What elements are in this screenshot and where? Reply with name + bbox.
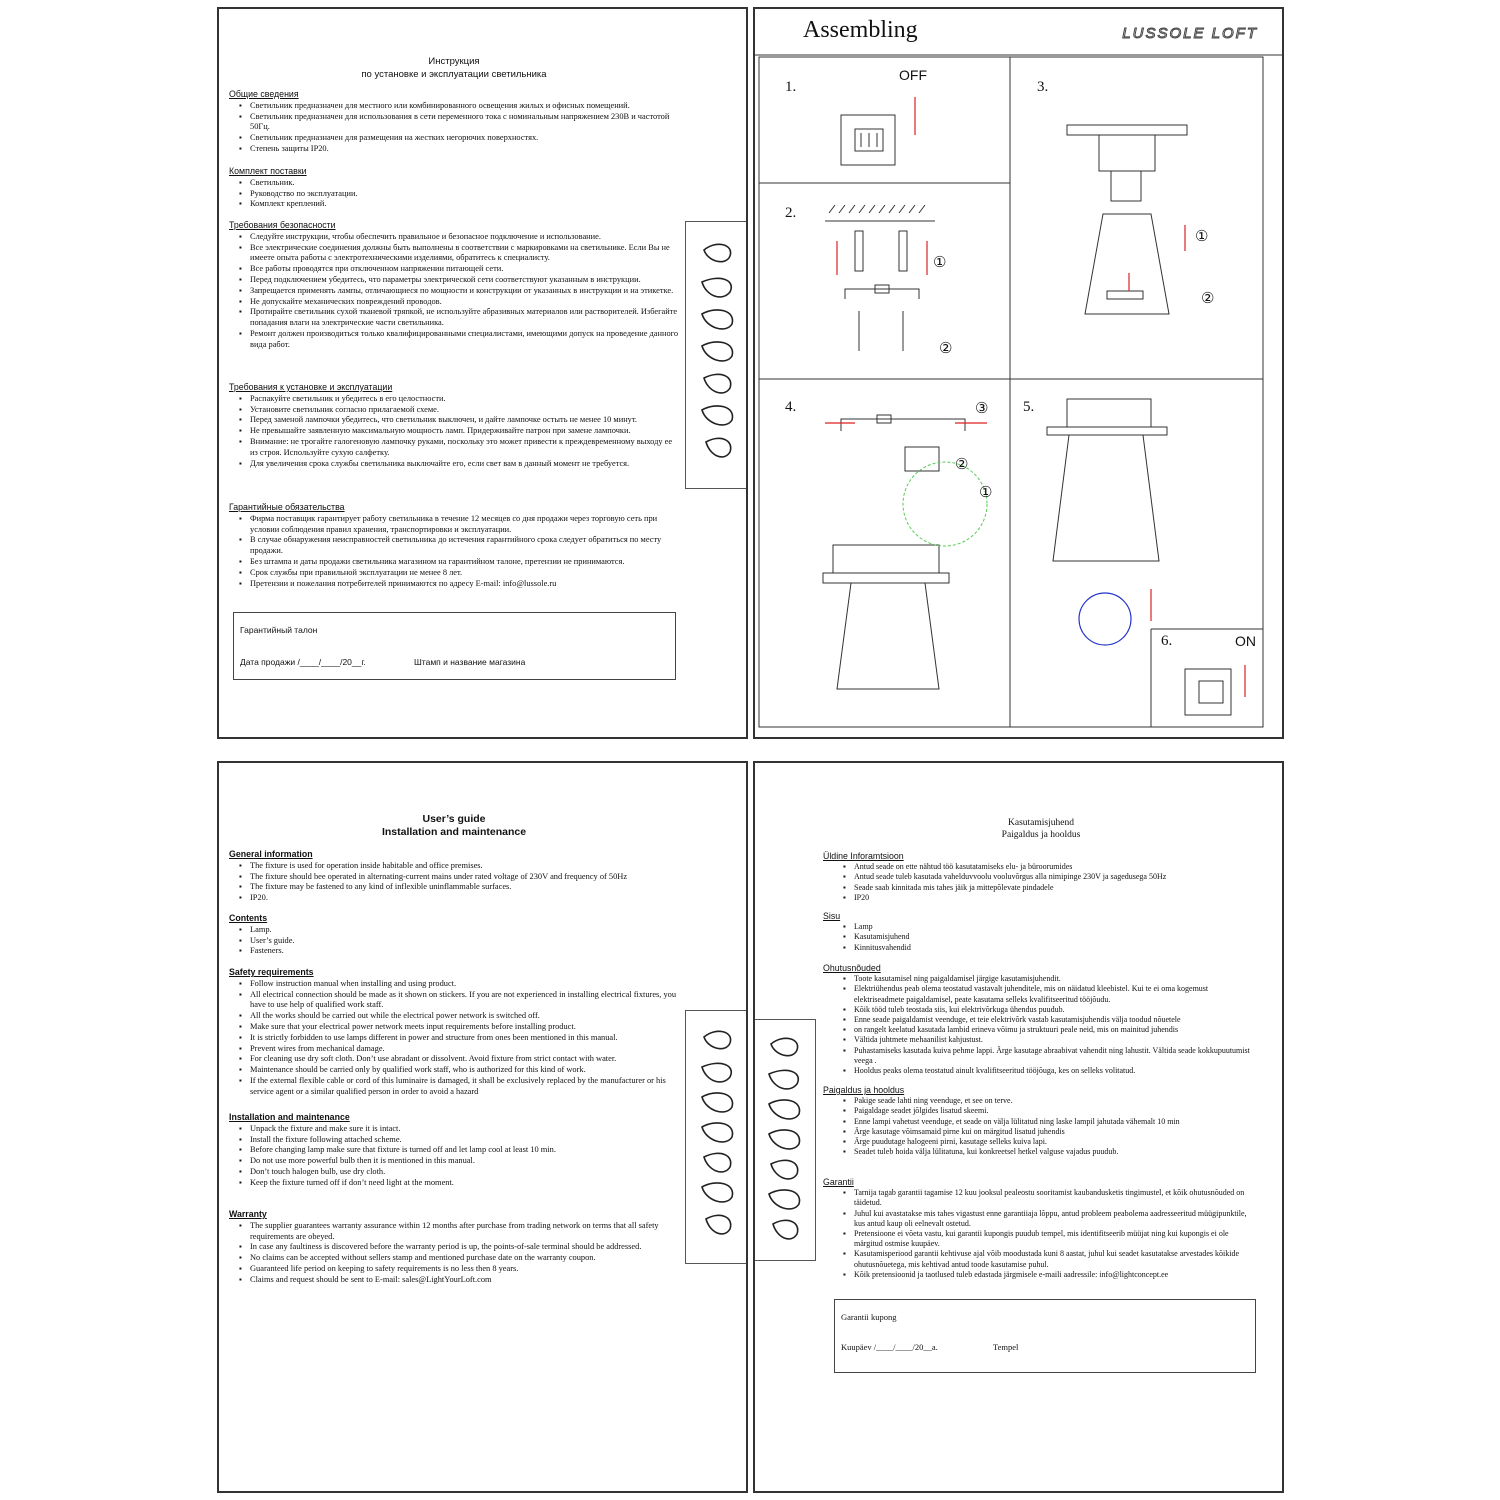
list-item: ▪ Seadet tuleb hoida välja lülitatuna, kui konkreetsel hetkel valguse vajadus puudub. — [843, 1147, 1253, 1157]
et-warranty-coupon — [834, 1299, 1256, 1373]
list-item: ▪ Make sure that your electrical power network meets input requirements before installing product. — [239, 1022, 681, 1033]
list-item: ▪ Перед подключением убедитесь, что параметры электрической сети соответствуют указанным в инструкции. — [239, 275, 681, 286]
list-item: ▪ Ärge puudutage halogeeni pirni, kasutage selleks kuiva lapi. — [843, 1137, 1253, 1147]
brand-logo: LUSSOLE LOFT — [1122, 25, 1258, 42]
list-item: ▪ The fixture should bee operated in alternating-current mains under rated voltage of 230V and frequency of 50Hz — [239, 872, 681, 883]
ru-section-heading: Общие сведения — [229, 89, 299, 99]
list-item: ▪ Pakige seade lahti ning veenduge, et see on terve. — [843, 1096, 1253, 1106]
list-item: ▪ Перед заменой лампочки убедитесь, что светильник выключен, и дайте лампочке остыть не менее 10 минут. — [239, 415, 681, 426]
list-item: ▪ Unpack the fixture and make sure it is intact. — [239, 1124, 681, 1135]
circled-number: ① — [1195, 229, 1209, 245]
list-item: ▪ Puhastamiseks kasutada kuiva pehme lappi. Ärge kasutage abraabivat vahendit ning lahustit. Vältida seade kokkupuutumist veega . — [843, 1046, 1253, 1066]
step-4-label: 4. — [785, 399, 797, 415]
et-section-heading: Ohutusnõuded — [823, 963, 881, 973]
list-item: ▪ Toote kasutamisel ning paigaldamisel järgige kasutamisjuhendit. — [843, 974, 1253, 984]
et-section-safety — [823, 963, 1253, 1076]
list-item: ▪ Все работы проводятся при отключенном напряжении питающей сети. — [239, 264, 681, 275]
list-item: ▪ Для увеличения срока службы светильника выключайте его, если свет вам в данный момент не требуется. — [239, 459, 681, 470]
et-section-install — [823, 1085, 1253, 1157]
list-item: ▪ User’s guide. — [239, 936, 681, 947]
step-5-label: 5. — [1023, 399, 1035, 415]
list-item: ▪ Светильник предназначен для размещения на жестких негорючих поверхностях. — [239, 133, 681, 144]
ru-section-general — [229, 89, 681, 155]
list-item: ▪ Kasutamisjuhend — [843, 932, 1253, 942]
list-item: ▪ Paigaldage seadet jõlgides lisatud skeemi. — [843, 1106, 1253, 1116]
list-item: ▪ Tarnija tagab garantii tagamise 12 kuu jooksul pealeostu sooritamist kaubandusketis tingimustel, et kõik ohutusnõuded on täidetud. — [843, 1188, 1253, 1208]
list-item: ▪ Ärge kasutage võimsamaid pirne kui on märgitud lisatud juhendis — [843, 1127, 1253, 1137]
list-item: ▪ Pretensioone ei võeta vastu, kui garantii kupongis puudub tempel, mis identifitseerib müüjat ning kui kupongis ei ole märgitud ostmise kuupäev. — [843, 1229, 1253, 1249]
list-item: ▪ Lamp — [843, 922, 1253, 932]
russian-manual-page — [217, 7, 748, 739]
lussole-logo-vertical — [685, 221, 748, 489]
circled-number: ② — [1201, 291, 1215, 307]
list-item: ▪ Enne lampi vahetust veenduge, et seade on välja lülitatud ning laske lampil jahutada vähemalt 10 min — [843, 1117, 1253, 1127]
en-section-install — [229, 1112, 681, 1189]
list-item: ▪ Установите светильник согласно прилагаемой схеме. — [239, 405, 681, 416]
assembly-diagram — [755, 9, 1282, 737]
ru-section-contents — [229, 166, 681, 210]
lussole-logo-vertical — [685, 1010, 748, 1264]
ru-section-install — [229, 382, 681, 469]
coupon-title: Garantii kupong — [841, 1312, 897, 1322]
ru-section-heading: Комплект поставки — [229, 166, 307, 176]
list-item: ▪ Enne seade paigaldamist veenduge, et teie elektrivõrk vastab kasutamisjuhendis välja toodud nõuetele — [843, 1015, 1253, 1025]
list-item: ▪ Lamp. — [239, 925, 681, 936]
et-section-heading: Garantii — [823, 1177, 854, 1187]
list-item: ▪ Ремонт должен производиться только квалифицированными специалистами, имеющими допуск на проведение данного вида работ. — [239, 329, 681, 351]
en-subtitle: Installation and maintenance — [381, 826, 527, 838]
et-title: Kasutamisjuhend — [1008, 818, 1074, 828]
list-item: ▪ Следуйте инструкции, чтобы обеспечить правильное и безопасное подключение и использование. — [239, 232, 681, 243]
et-section-contents — [823, 911, 1253, 953]
circled-number: ② — [955, 457, 969, 473]
ru-section-heading: Гарантийные обязательства — [229, 502, 345, 512]
circled-number: ③ — [975, 401, 989, 417]
en-section-heading: Warranty — [229, 1209, 267, 1219]
list-item: ▪ Комплект креплений. — [239, 199, 681, 210]
et-section-heading: Üldine Inforamtsioon — [823, 851, 904, 861]
circled-number: ② — [939, 341, 953, 357]
list-item: ▪ Elektriühendus peab olema teostatud vastavalt juhenditele, mis on näidatud kleebistel. Kui te ei oma kogemust elektriseadmete paigaldamisel, peate kasutama selleks kvalifitseeritud tööjõudu. — [843, 984, 1253, 1004]
english-manual-page — [217, 761, 748, 1493]
list-item: ▪ Follow instruction manual when installing and using product. — [239, 979, 681, 990]
list-item: ▪ Antud seade on ette nähtud töö kasutatamiseks elu- ja büroorumides — [843, 862, 1253, 872]
list-item: ▪ Install the fixture following attached scheme. — [239, 1135, 681, 1146]
list-item: ▪ All electrical connection should be made as it shown on stickers. If you are not experienced in installing electrical fixtures, you have to use help of qualified work staff. — [239, 990, 681, 1012]
list-item: ▪ If the external flexible cable or cord of this luminaire is damaged, it shall be exclusively replaced by the manufacturer or his service agent or a similar qualified person in order to avoid a hazard — [239, 1076, 681, 1098]
list-item: ▪ Antud seade tuleb kasutada vahelduvvoolu vooluvõrgus alla nimipinge 230V ja sagedusega 50Hz — [843, 872, 1253, 882]
list-item: ▪ Не допускайте механических повреждений проводов. — [239, 297, 681, 308]
list-item: ▪ Степень защиты IP20. — [239, 144, 681, 155]
list-item: ▪ Kasutamisperiood garantii kehtivuse ajal võib moodustada kuni 8 aastat, juhul kui seadet kasutatakse arvestades kõikide ohutusnõuetega, mis kehtivad antud toode kasutamise puhul. — [843, 1249, 1253, 1269]
off-label: OFF — [899, 67, 927, 83]
en-section-heading: Safety requirements — [229, 967, 314, 977]
en-title: User’s guide — [422, 813, 486, 825]
list-item: ▪ Претензии и пожелания потребителей принимаются по адресу E-mail: info@lussole.ru — [239, 579, 681, 590]
list-item: ▪ The supplier guarantees warranty assurance within 12 months after purchase from trading network on terms that all safety requirements are obeyed. — [239, 1221, 681, 1243]
list-item: ▪ Guaranteed life period on keeping to safety requirements is no less then 8 years. — [239, 1264, 681, 1275]
list-item: ▪ Все электрические соединения должны быть выполнены в соответствии с маркировками на светильнике. Если Вы не имеете опыта работы с электротехническими изделиями, обратитесь к специалисту. — [239, 243, 681, 265]
list-item: ▪ Vältida juhtmete mehaanilist kahjustust. — [843, 1035, 1253, 1045]
assembling-page — [753, 7, 1284, 739]
list-item: ▪ Светильник предназначен для использования в сети переменного тока с номинальным напряжением 230В и частотой 50Гц. — [239, 112, 681, 134]
et-section-heading: Sisu — [823, 911, 841, 921]
list-item: ▪ Before changing lamp make sure that fixture is turned off and let lamp cool at least 10 min. — [239, 1145, 681, 1156]
en-section-contents — [229, 913, 681, 957]
step-3-label: 3. — [1037, 79, 1049, 95]
list-item: ▪ Срок службы при правильной эксплуатации не менее 8 лет. — [239, 568, 681, 579]
lussole-logo-vertical — [755, 1019, 816, 1261]
list-item: ▪ Prevent wires from mechanical damage. — [239, 1044, 681, 1055]
list-item: ▪ Keep the fixture turned off if don’t need light at the moment. — [239, 1178, 681, 1189]
en-title-block — [219, 813, 689, 839]
list-item: ▪ Hooldus peaks olema teostatud ainult kvalifitseeritud tööjõuga, kes on selleks volitatud. — [843, 1066, 1253, 1076]
on-label: ON — [1235, 633, 1256, 649]
ru-section-warranty — [229, 502, 681, 589]
coupon-stamp: Tempel — [993, 1342, 1019, 1352]
list-item: ▪ Fasteners. — [239, 946, 681, 957]
et-section-warranty — [823, 1177, 1253, 1280]
et-subtitle: Paigaldus ja hooldus — [1001, 830, 1081, 840]
coupon-title: Гарантийный талон — [240, 625, 318, 635]
logo-icon — [755, 1020, 815, 1260]
list-item: ▪ Don’t touch halogen bulb, use dry cloth. — [239, 1167, 681, 1178]
ru-section-heading: Требования к установке и эксплуатации — [229, 382, 393, 392]
list-item: ▪ Не превышайте заявленную максимальную мощность ламп. Придерживайте патрон при замене лампочки. — [239, 426, 681, 437]
coupon-date: Kuupäev /____/____/20__a. — [841, 1342, 938, 1352]
en-section-heading: Contents — [229, 913, 268, 923]
list-item: ▪ on rangelt keelatud kasutada lambid erineva võimu ja struktuuri peale neid, mis on mainitud juhendis — [843, 1025, 1253, 1035]
step-6-label: 6. — [1161, 633, 1173, 649]
list-item: ▪ Kõik pretensioonid ja taotlused tuleb edastada järgmisele e-maili aadressile: info@lightconcept.ee — [843, 1270, 1253, 1280]
list-item: ▪ The fixture may be fastened to any kind of inflexible uninflammable surfaces. — [239, 882, 681, 893]
list-item: ▪ IP20 — [843, 893, 1253, 903]
en-section-heading: General information — [229, 849, 313, 859]
ru-title: Инструкция — [428, 56, 480, 67]
list-item: ▪ It is strictly forbidden to use lamps different in power and structure from ones been mentioned in this manual. — [239, 1033, 681, 1044]
list-item: ▪ Руководство по эксплуатации. — [239, 189, 681, 200]
list-item: ▪ Do not use more powerful bulb then it is mentioned in this manual. — [239, 1156, 681, 1167]
list-item: ▪ Распакуйте светильник и убедитесь в его целостности. — [239, 394, 681, 405]
circled-number: ① — [933, 255, 947, 271]
list-item: ▪ IP20. — [239, 893, 681, 904]
list-item: ▪ Без штампа и даты продажи светильника магазином на гарантийном талоне, претензии не принимаются. — [239, 557, 681, 568]
en-section-heading: Installation and maintenance — [229, 1112, 350, 1122]
en-section-general — [229, 849, 681, 904]
list-item: ▪ Запрещается применять лампы, отличающиеся по мощности и конструкции от указанных в инструкции и на этикетке. — [239, 286, 681, 297]
ru-section-safety — [229, 220, 681, 351]
list-item: ▪ В случае обнаружения неисправностей светильника до истечения гарантийного срока следует обратиться по месту продажи. — [239, 535, 681, 557]
list-item: ▪ Seade saab kinnitada mis tahes jäik ja mittepõlevate pindadele — [843, 883, 1253, 893]
list-item: ▪ Протирайте светильник сухой тканевой тряпкой, не используйте абразивных материалов или растворителей. Избегайте попадания влаги на электрические части светильника. — [239, 307, 681, 329]
en-section-safety — [229, 967, 681, 1098]
list-item: ▪ The fixture is used for operation inside habitable and office premises. — [239, 861, 681, 872]
et-section-heading: Paigaldus ja hooldus — [823, 1085, 905, 1095]
list-item: ▪ For cleaning use dry soft cloth. Don’t use abradant or dissolvent. Avoid fixture from strict contact with water. — [239, 1054, 681, 1065]
ru-warranty-coupon — [233, 612, 676, 680]
step-1-label: 1. — [785, 79, 797, 95]
list-item: ▪ Фирма поставщик гарантирует работу светильника в течение 12 месяцев со дня продажи через торговую сеть при условии соблюдения правил хранения, транспортировки и эксплуатации. — [239, 514, 681, 536]
et-title-block — [815, 817, 1267, 841]
list-item: ▪ All the works should be carried out while the electrical power network is switched off. — [239, 1011, 681, 1022]
list-item: ▪ Claims and request should be sent to E-mail: sales@LightYourLoft.com — [239, 1275, 681, 1286]
en-section-warranty — [229, 1209, 681, 1286]
list-item: ▪ Светильник. — [239, 178, 681, 189]
ru-section-heading: Требования безопасности — [229, 220, 336, 230]
list-item: ▪ Maintenance should be carried only by qualified work staff, who is authorized for this kind of work. — [239, 1065, 681, 1076]
ru-subtitle: по установке и эксплуатации светильника — [361, 69, 547, 80]
coupon-date: Дата продажи /____/____/20__г. — [240, 657, 366, 667]
estonian-manual-page — [753, 761, 1284, 1493]
list-item: ▪ No claims can be accepted without sellers stamp and mentioned purchase date on the warranty coupon. — [239, 1253, 681, 1264]
logo-icon — [686, 222, 748, 488]
et-section-general — [823, 851, 1253, 903]
list-item: ▪ Светильник предназначен для местного или комбинированного освещения жилых и офисных помещений. — [239, 101, 681, 112]
assembling-title: Assembling — [803, 17, 918, 43]
list-item: ▪ Kinnitusvahendid — [843, 943, 1253, 953]
step-2-label: 2. — [785, 205, 797, 221]
coupon-stamp: Штамп и название магазина — [414, 657, 526, 667]
logo-icon — [686, 1011, 748, 1263]
list-item: ▪ In case any faultiness is discovered before the warranty period is up, the points-of-sale terminal should be addressed. — [239, 1242, 681, 1253]
list-item: ▪ Kõik tööd tuleb teostada siis, kui elektrivõrkuga ühendus puudub. — [843, 1005, 1253, 1015]
circled-number: ① — [979, 485, 993, 501]
list-item: ▪ Внимание: не трогайте галогеновую лампочку руками, поскольку это может привести к преждевременному выходу ее из строя. Используйте сухую салфетку. — [239, 437, 681, 459]
list-item: ▪ Juhul kui avastatakse mis tahes vigastust enne garantiiaja lõppu, antud probleem peabolema aadresseeritud müügipunktile, kus antud kaup oli eelnevalt ostetud. — [843, 1209, 1253, 1229]
ru-title-block — [219, 55, 689, 81]
